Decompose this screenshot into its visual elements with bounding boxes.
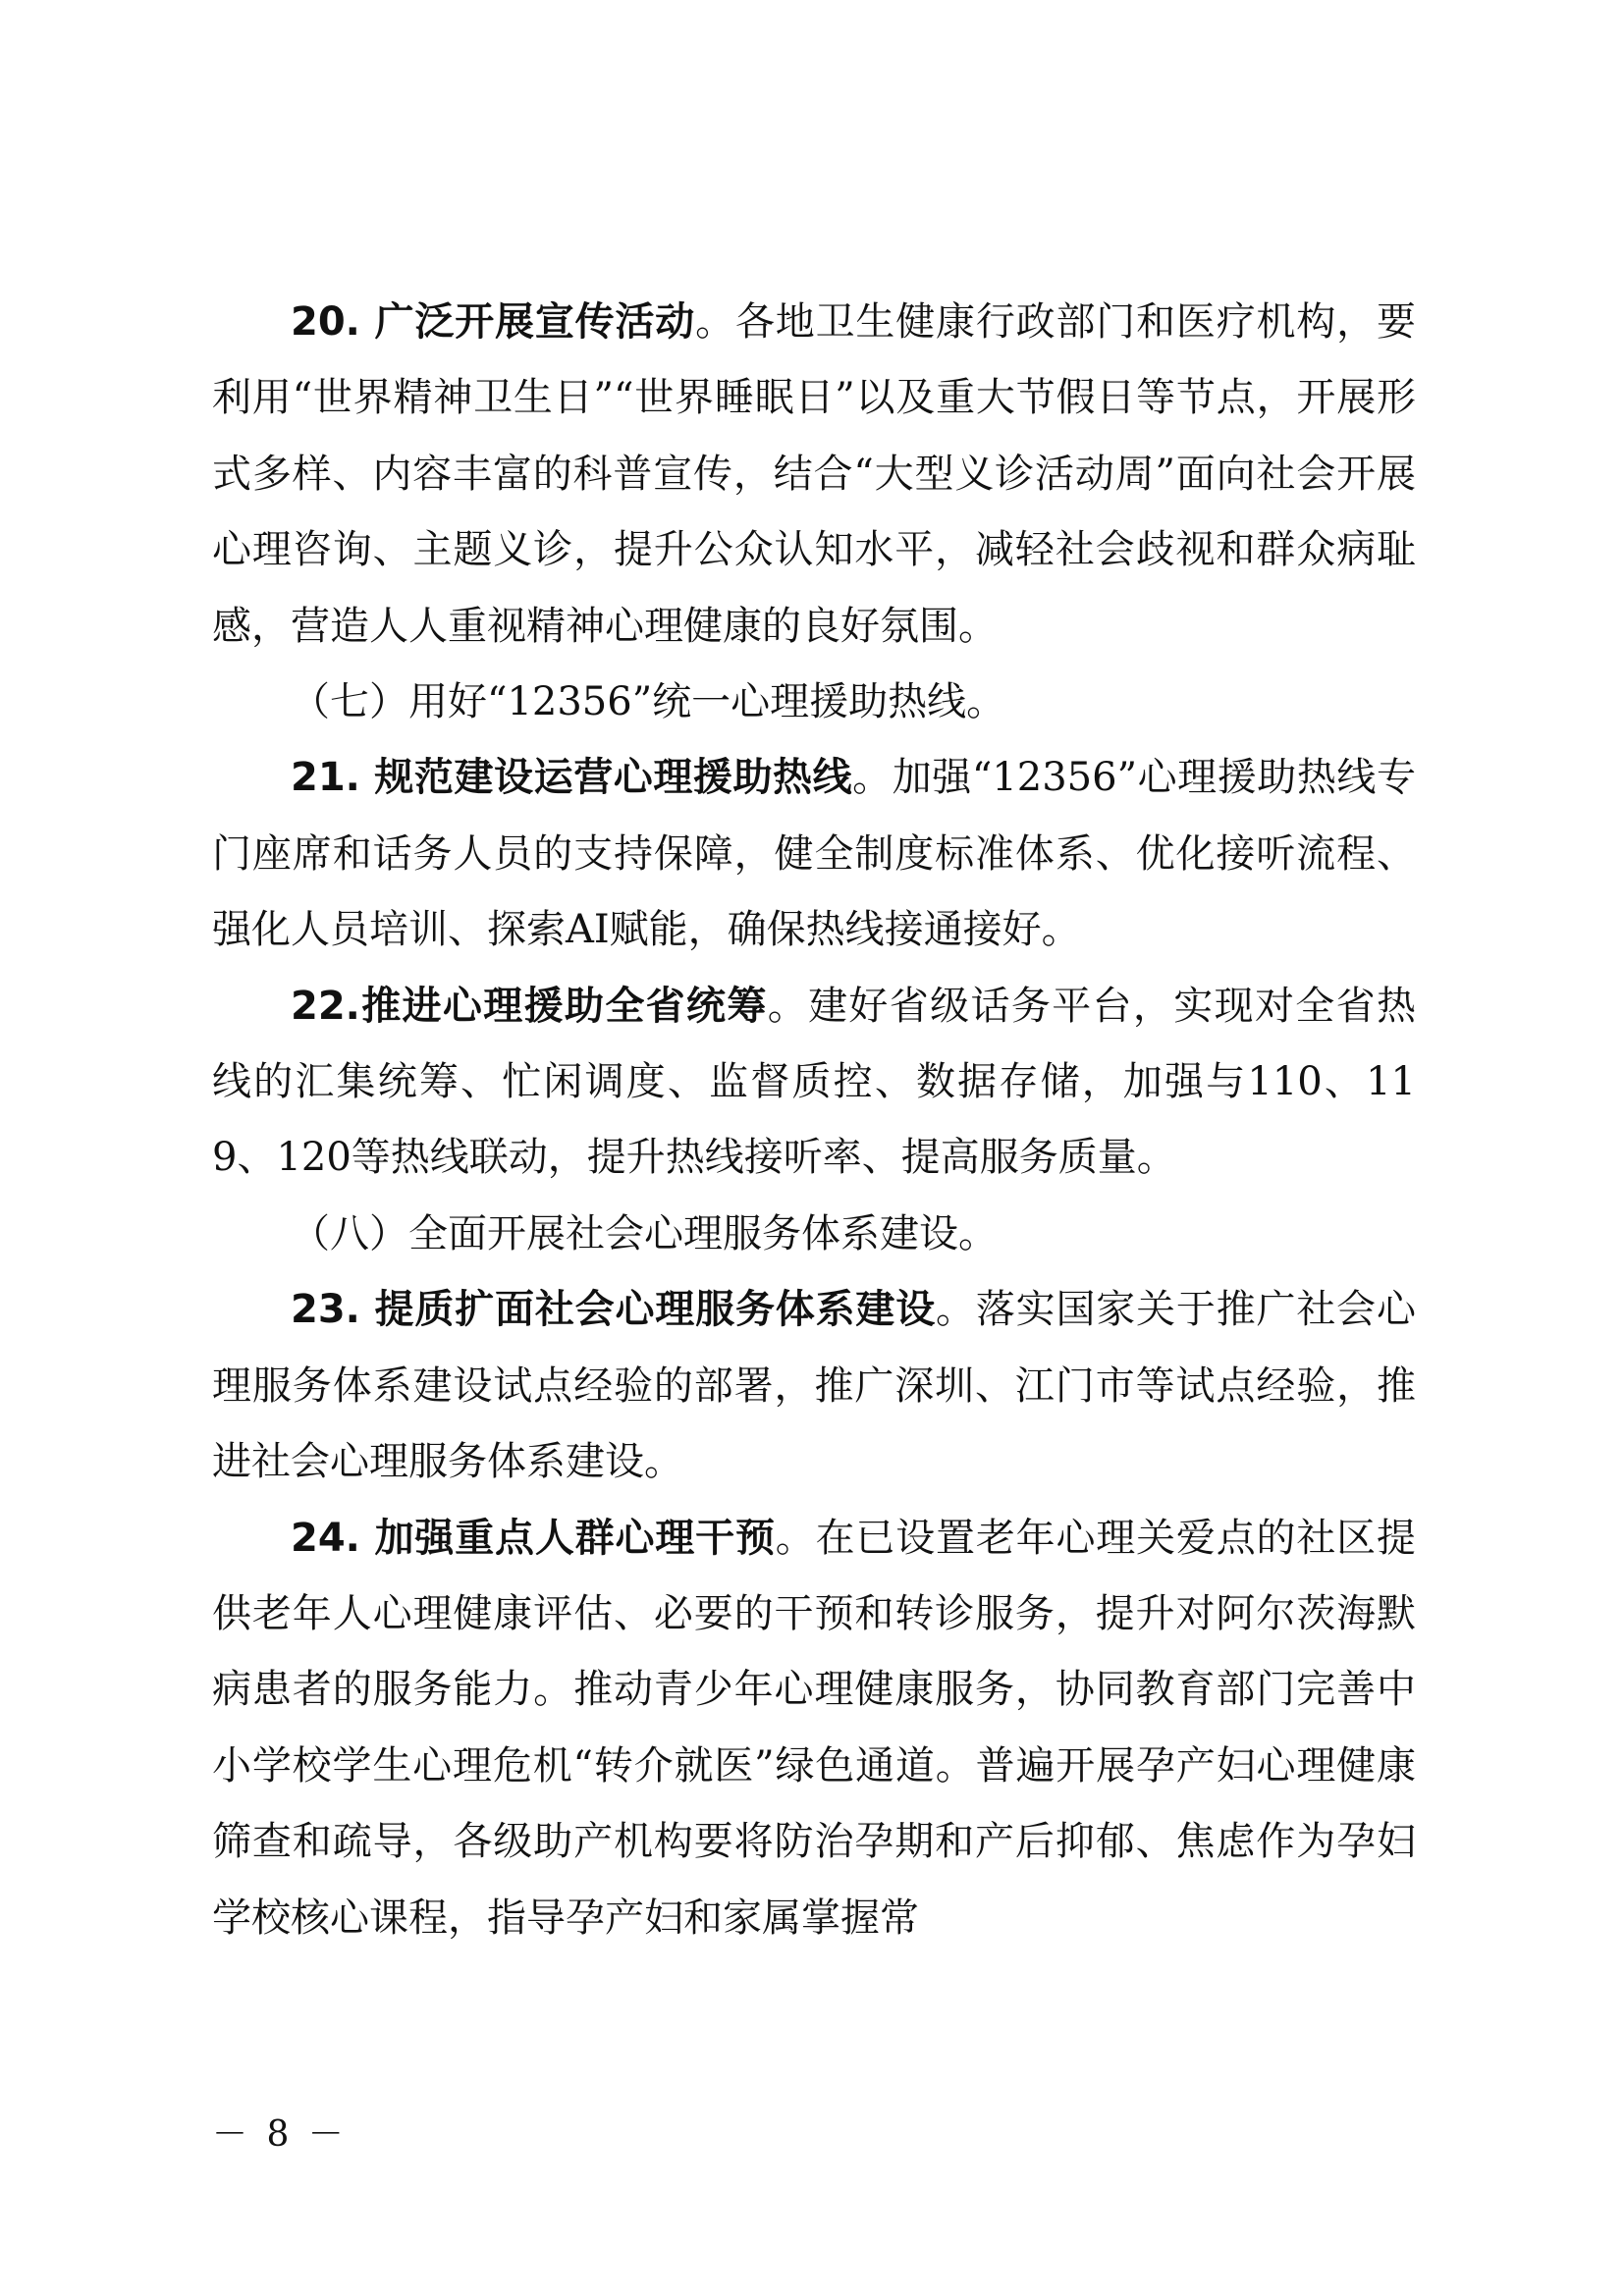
item-21-body: 。加强“12356”心理援助热线专门座席和话务人员的支持保障，健全制度标准体系、优化接听流程、强化人员培训、探索AI赋能，确保热线接通接好。 bbox=[212, 755, 1416, 953]
item-22-lead: 22.推进心理援助全省统筹 bbox=[291, 983, 768, 1029]
item-20-body: 。各地卫生健康行政部门和医疗机构，要利用“世界精神卫生日”“世界睡眠日”以及重大节假日等节点，开展形式多样、内容丰富的科普宣传，结合“大型义诊活动周”面向社会开展心理咨询、主题义诊，提升公众认知水平，减轻社会歧视和群众病耻感，营造人人重视精神心理健康的良好氛围。 bbox=[212, 299, 1416, 649]
document-body bbox=[212, 285, 1416, 1956]
item-21-lead: 21. 规范建设运营心理援助热线 bbox=[291, 755, 853, 801]
section-heading-7: （七）用好“12356”统一心理援助热线。 bbox=[291, 679, 1006, 725]
page-number: － 8 － bbox=[212, 2114, 348, 2155]
paragraph-item-22 bbox=[212, 969, 1416, 1197]
item-23-body: 。落实国家关于推广社会心理服务体系建设试点经验的部署，推广深圳、江门市等试点经验，推进社会心理服务体系建设。 bbox=[212, 1287, 1417, 1485]
item-23-lead: 23. 提质扩面社会心理服务体系建设 bbox=[291, 1287, 937, 1333]
item-22-body: 。建好省级话务平台，实现对全省热线的汇集统筹、忙闲调度、监督质控、数据存储，加强与110、119、120等热线联动，提升热线接听率、提高服务质量。 bbox=[212, 983, 1417, 1181]
section-heading-8: （八）全面开展社会心理服务体系建设。 bbox=[291, 1210, 998, 1256]
item-24-body: 。在已设置老年心理关爱点的社区提供老年人心理健康评估、必要的干预和转诊服务，提升对阿尔茨海默病患者的服务能力。推动青少年心理健康服务，协同教育部门完善中小学校学生心理危机“转介就医”绿色通道。普遍开展孕产妇心理健康筛查和疏导，各级助产机构要将防治孕期和产后抑郁、焦虑作为孕妇学校核心课程，指导孕产妇和家属掌握常 bbox=[212, 1515, 1416, 1941]
paragraph-item-24 bbox=[212, 1501, 1416, 1956]
paragraph-item-20 bbox=[212, 285, 1416, 665]
item-20-lead: 20. 广泛开展宣传活动 bbox=[291, 299, 696, 345]
paragraph-item-23 bbox=[212, 1272, 1416, 1500]
item-24-lead: 24. 加强重点人群心理干预 bbox=[291, 1515, 776, 1561]
paragraph-item-21 bbox=[212, 740, 1416, 968]
